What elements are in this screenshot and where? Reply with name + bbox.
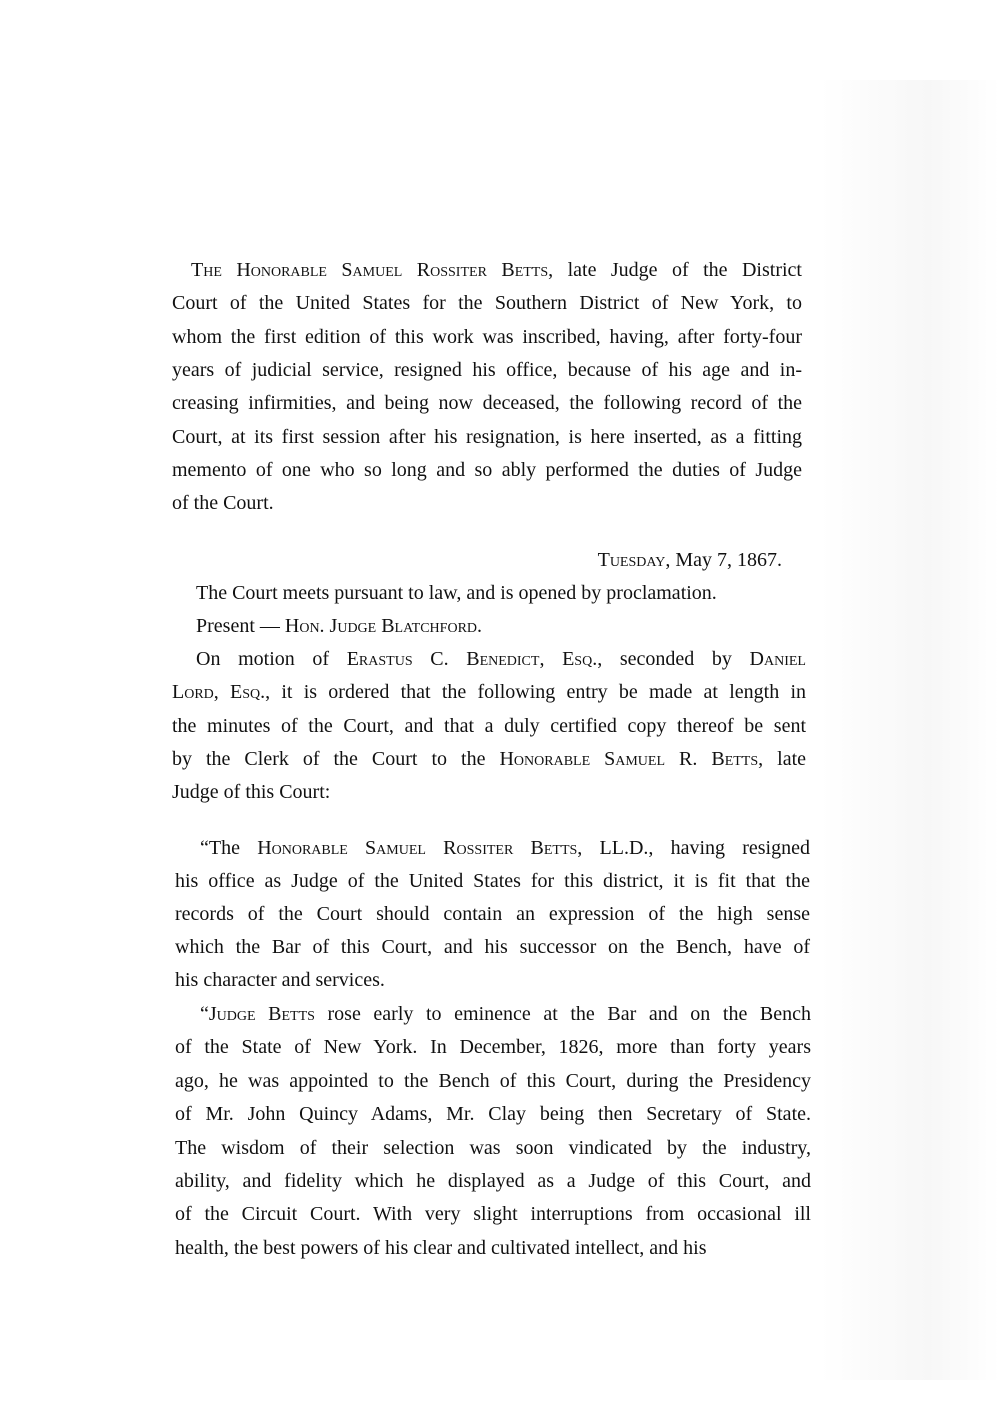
present-line-line (196, 613, 482, 639)
court-opening-line (196, 580, 717, 606)
text-run: , May 7, 1867. (665, 549, 782, 571)
dedication-paragraph-line (172, 490, 802, 516)
resolution-paragraph-1-line (175, 868, 810, 894)
text-run: The Court meets pursuant to law, and is opened by proclamation. (196, 582, 717, 604)
text-run: by the Clerk of the Court to the (172, 747, 500, 770)
resolution-paragraph-1-line (175, 934, 810, 960)
dedication-paragraph-line (191, 257, 802, 283)
text-run: ago, he was appointed to the Bench of this Court, during the Presidency (175, 1069, 811, 1092)
dedication-paragraph-line (172, 390, 802, 416)
text-run: his office as Judge of the United States for this district, it is fit that the (175, 870, 810, 893)
text-run: of the State of New York. In December, 1826, more than forty years (175, 1036, 811, 1059)
small-caps-text: Erastus C. Benedict, Esq. (346, 648, 598, 670)
resolution-paragraph-2-line (175, 1068, 811, 1094)
text-run: years of judicial service, resigned his office, because of his age and in- (172, 358, 802, 381)
dedication-paragraph-line (172, 357, 802, 383)
text-run: , late (758, 747, 807, 770)
text-run: , LL.D., having resigned (577, 837, 810, 859)
text-run: “The (200, 837, 258, 859)
dedication-paragraph-line (172, 290, 802, 316)
resolution-paragraph-2-line (175, 1235, 811, 1261)
text-run: Judge of this Court: (172, 781, 331, 804)
resolution-paragraph-1-line (175, 967, 810, 993)
resolution-paragraph-1-line (175, 901, 810, 927)
date-line-line (598, 547, 782, 573)
text-run: of the Court. (172, 492, 274, 515)
small-caps-text: Daniel (749, 648, 806, 670)
text-run: rose early to eminence at the Bar and on the Bench (314, 1003, 811, 1025)
text-run: Present — (196, 615, 285, 637)
small-caps-text: Tuesday (597, 549, 666, 571)
small-caps-text: Lord, Esq. (172, 681, 266, 704)
text-run: , late Judge of the District (548, 259, 802, 281)
text-run: records of the Court should contain an expression of the high sense (175, 903, 810, 926)
resolution-paragraph-2-line (175, 1135, 811, 1161)
resolution-paragraph-2-line (175, 1101, 811, 1127)
motion-paragraph-line (172, 713, 806, 739)
resolution-paragraph-2-line (175, 1168, 811, 1194)
motion-paragraph-line (172, 679, 806, 705)
motion-paragraph-line (172, 746, 806, 772)
scan-shadow (820, 80, 1000, 1380)
text-run: which the Bar of this Court, and his successor on the Bench, have of (175, 936, 810, 959)
dedication-paragraph-line (172, 457, 802, 483)
text-run: , seconded by (597, 648, 750, 670)
small-caps-text: The Honorable Samuel Rossiter Betts (191, 259, 549, 281)
text-run: the minutes of the Court, and that a duly certified copy thereof be sent (172, 714, 806, 737)
motion-paragraph-line (172, 779, 806, 805)
small-caps-text: Judge Betts (208, 1003, 315, 1025)
small-caps-text: Honorable Samuel R. Betts (499, 747, 759, 770)
resolution-paragraph-2-line (200, 1001, 811, 1027)
text-run: , it is ordered that the following entry be made at length in (265, 681, 806, 704)
dedication-paragraph-line (172, 324, 802, 350)
resolution-paragraph-2-line (175, 1201, 811, 1227)
text-run: his character and services. (175, 969, 385, 992)
text-run: Court, at its first session after his resignation, is here inserted, as a fitting (172, 425, 802, 448)
text-run: “ (200, 1003, 209, 1025)
resolution-paragraph-1-line (200, 835, 810, 861)
text-run: Court of the United States for the Southern District of New York, to (172, 292, 802, 315)
text-run: of Mr. John Quincy Adams, Mr. Clay being then Secretary of State. (175, 1103, 811, 1126)
text-run: whom the first edition of this work was inscribed, having, after forty-four (172, 325, 802, 348)
text-run: of the Circuit Court. With very slight interruptions from occasional ill (175, 1203, 811, 1226)
motion-paragraph-line (196, 646, 806, 672)
resolution-paragraph-2-line (175, 1034, 811, 1060)
dedication-paragraph-line (172, 424, 802, 450)
text-run: creasing infirmities, and being now deceased, the following record of the (172, 392, 802, 415)
text-run: The wisdom of their selection was soon vindicated by the industry, (175, 1136, 811, 1159)
small-caps-text: Honorable Samuel Rossiter Betts (257, 837, 578, 859)
small-caps-text: Hon. Judge Blatchford. (284, 615, 483, 637)
text-run: On motion of (196, 648, 347, 670)
text-run: health, the best powers of his clear and cultivated intellect, and his (175, 1236, 707, 1259)
text-run: ability, and fidelity which he displayed as a Judge of this Court, and (175, 1170, 811, 1192)
text-run: memento of one who so long and so ably performed the duties of Judge (172, 458, 802, 481)
